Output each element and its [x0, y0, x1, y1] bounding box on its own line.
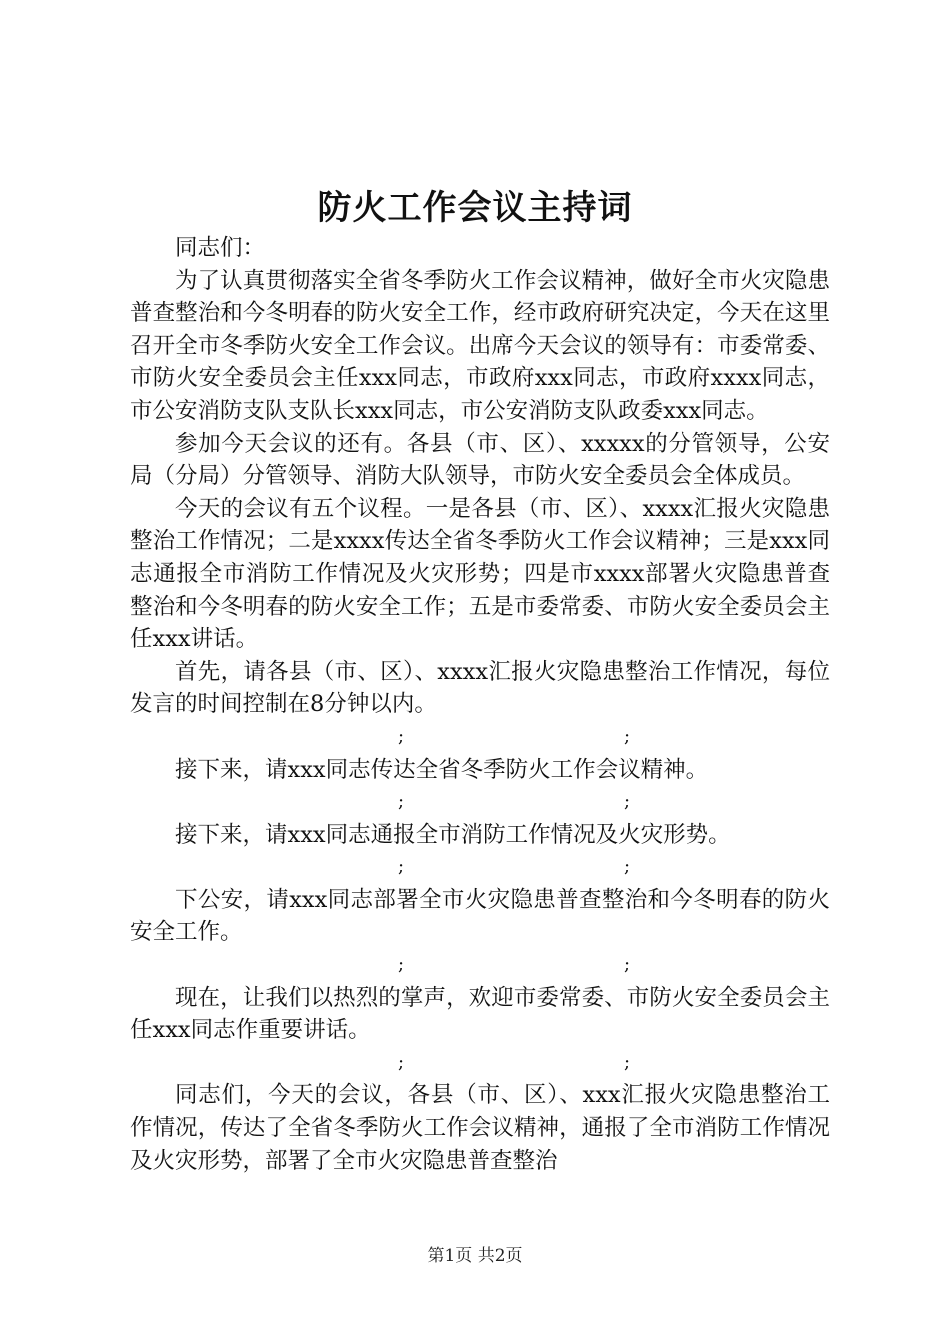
- paragraph-summary: 同志们，今天的会议，各县（市、区）、xxx汇报火灾隐患整治工作情况，传达了全省冬季防火工作会议精神，通报了全市消防工作情况及火灾形势，部署了全市火灾隐患普查整治: [130, 1082, 830, 1174]
- salutation: 同志们：: [175, 235, 266, 261]
- paragraph-opening: 为了认真贯彻落实全省冬季防火工作会议精神，做好全市火灾隐患普查整治和今冬明春的防火安全工作，经市政府研究决定，今天在这里召开全市冬季防火安全工作会议。出席今天会议的领导有：市委常委、市防火安全委员会主任xxx同志，市政府xxx同志，市政府xxxx同志，市公安消防支队支队长xxx同志，市公安消防支队政委xxx同志。: [130, 267, 830, 424]
- separator-mark: ;: [624, 856, 631, 878]
- separator-row: [130, 786, 830, 819]
- separator-mark: ;: [624, 791, 631, 813]
- paragraph-attendees: 参加今天会议的还有。各县（市、区）、xxxxx的分管领导，公安局（分局）分管领导、消防大队领导，市防火安全委员会全体成员。: [130, 430, 830, 490]
- separator-mark: ;: [624, 1051, 631, 1073]
- document-body: [130, 232, 830, 1177]
- separator-row: [130, 1047, 830, 1080]
- paragraph-second-item: 接下来，请xxx同志传达全省冬季防火工作会议精神。: [175, 756, 709, 783]
- separator-row: [130, 949, 830, 982]
- document-title: 防火工作会议主持词: [317, 188, 633, 228]
- paragraph-fourth-item: 下公安，请xxx同志部署全市火灾隐患普查整治和今冬明春的防火安全工作。: [130, 886, 830, 946]
- separator-mark: ;: [624, 725, 631, 747]
- separator-mark: ;: [398, 954, 405, 976]
- separator-mark: ;: [398, 856, 405, 878]
- separator-mark: ;: [398, 725, 405, 747]
- paragraph-agenda: 今天的会议有五个议程。一是各县（市、区）、xxxx汇报火灾隐患整治工作情况；二是xxxx传达全省冬季防火工作会议精神；三是xxx同志通报全市消防工作情况及火灾形势；四是市xxxx部署火灾隐患普查整治和今冬明春的防火安全工作；五是市委常委、市防火安全委员会主任xxx讲话。: [130, 495, 830, 653]
- page-number-footer: 第1页 共2页: [427, 1246, 523, 1266]
- separator-row: [130, 721, 830, 754]
- paragraph-third-item: 接下来，请xxx同志通报全市消防工作情况及火灾形势。: [175, 821, 731, 848]
- separator-mark: ;: [398, 1051, 405, 1073]
- separator-mark: ;: [398, 791, 405, 813]
- separator-mark: ;: [624, 954, 631, 976]
- separator-row: [130, 851, 830, 884]
- paragraph-fifth-item: 现在，让我们以热烈的掌声，欢迎市委常委、市防火安全委员会主任xxx同志作重要讲话。: [130, 984, 830, 1044]
- paragraph-first-item: 首先，请各县（市、区）、xxxx汇报火灾隐患整治工作情况，每位发言的时间控制在8分钟以内。: [130, 658, 830, 718]
